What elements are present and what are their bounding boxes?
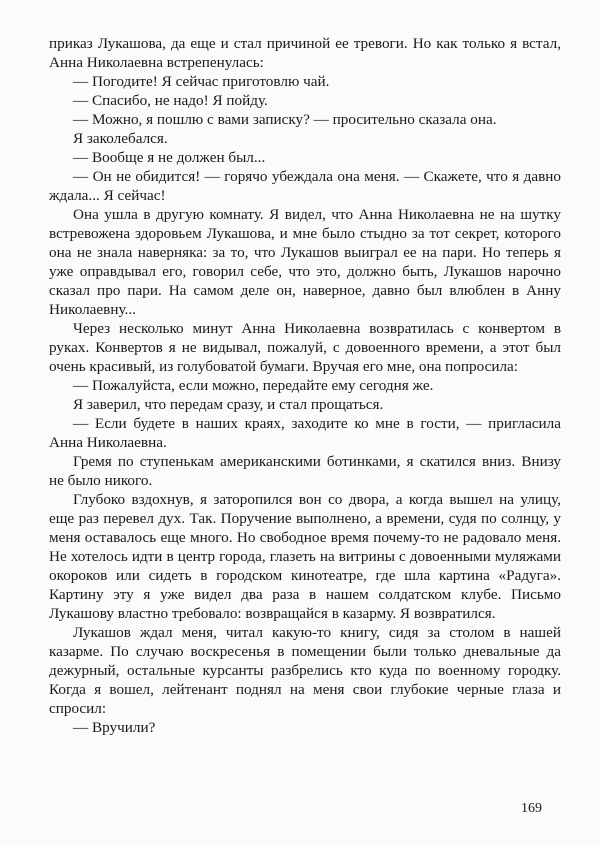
page-number: 169	[521, 801, 542, 816]
paragraph: Гремя по ступенькам американскими ботинками, я скатился вниз. Внизу не было никого.	[49, 453, 561, 489]
paragraph: — Вручили?	[73, 719, 156, 736]
paragraph: Глубоко вздохнув, я заторопился вон со двора, а когда вышел на улицу, еще раз перевел дух. Так. Поручение выполнено, а времени, судя по солнцу, у меня оставалось еще много. Но свободное время почему-то не радовало меня. Не хотелось идти в центр города, глазеть на витрины с довоенными муляжами окороков или сидеть в городском кинотеатре, где шла картина «Радуга». Картину эту я уже видел два раза в нашем солдатском клубе. Письмо Лукашову властно требовало: возвращайся в казарму. Я возвратился.	[49, 491, 561, 622]
paragraph: Я заколебался.	[73, 130, 168, 147]
paragraph: — Погодите! Я сейчас приготовлю чай.	[73, 73, 330, 90]
paragraph: приказ Лукашова, да еще и стал причиной ее тревоги. Но как только я встал, Анна Николаевна встрепенулась:	[49, 35, 561, 71]
paragraph: Я заверил, что передам сразу, и стал прощаться.	[73, 396, 384, 413]
paragraph: — Спасибо, не надо! Я пойду.	[73, 92, 268, 109]
paragraph: Через несколько минут Анна Николаевна возвратилась с конвертом в руках. Конвертов я не видывал, пожалуй, с довоенного времени, а этот был очень красивый, из голубоватой бумаги. Вручая его мне, она попросила:	[49, 320, 561, 375]
paragraph: — Пожалуйста, если можно, передайте ему сегодня же.	[73, 377, 434, 394]
paragraph: — Вообще я не должен был...	[73, 149, 266, 166]
paragraph: Лукашов ждал меня, читал какую-то книгу, сидя за столом в нашей казарме. По случаю воскресенья в помещении были только дневальные да дежурный, остальные курсанты разбрелись кто куда по военному городку. Когда я вошел, лейтенант поднял на меня свои глубокие черные глаза и спросил:	[49, 624, 561, 717]
paragraph: — Он не обидится! — горячо убеждала она меня. — Скажете, что я давно ждала... Я сейчас!	[49, 168, 561, 204]
paragraph: — Если будете в наших краях, заходите ко мне в гости, — пригласила Анна Николаевна.	[49, 415, 561, 451]
paragraph: Она ушла в другую комнату. Я видел, что Анна Николаевна не на шутку встревожена здоровьем Лукашова, и мне было стыдно за тот секрет, которого она не знала наверняка: за то, что Лукашов выиграл ее на пари. Но теперь я уже оправдывал его, говорил себе, что это, должно быть, Лукашов нарочно сказал про пари. На самом деле он, наверное, давно был влюблен в Анну Николаевну...	[49, 206, 561, 318]
page-text	[49, 34, 561, 737]
paragraph: — Можно, я пошлю с вами записку? — просительно сказала она.	[73, 111, 497, 128]
